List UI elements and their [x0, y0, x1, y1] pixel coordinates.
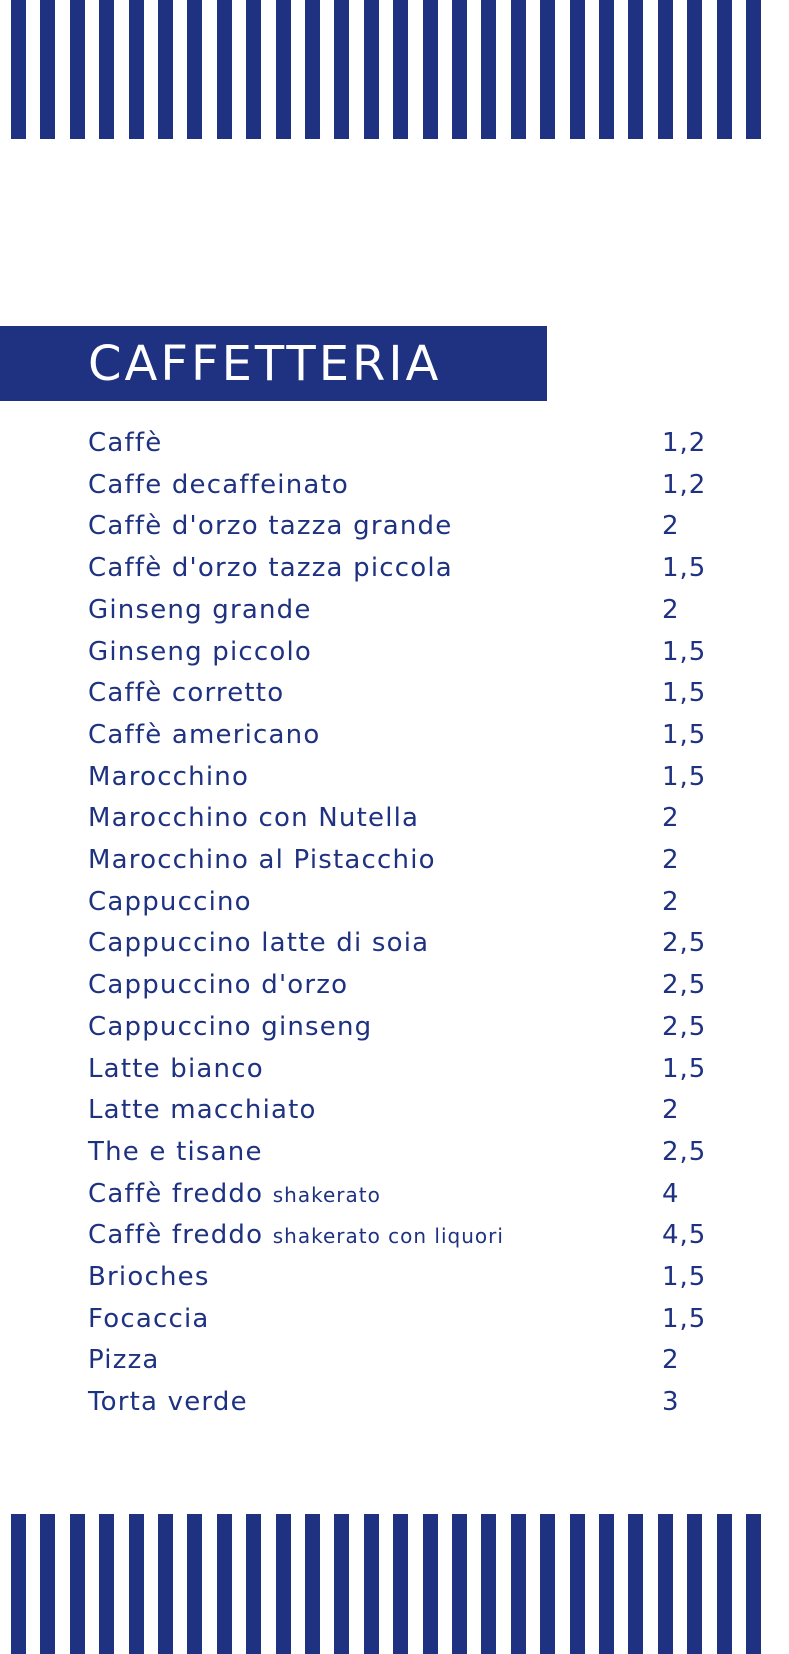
menu-item-name-text: Caffè d'orzo tazza piccola	[88, 553, 453, 584]
stripe	[687, 0, 702, 139]
menu-item-name-text: Ginseng grande	[88, 594, 312, 625]
stripe	[246, 0, 261, 139]
stripe	[40, 1514, 55, 1654]
menu-item-note: shakerato con liquori	[272, 1224, 504, 1249]
menu-item	[0, 672, 789, 714]
menu-item-name-text: Caffè freddo	[88, 1220, 264, 1251]
menu-item-name-text: Torta verde	[88, 1387, 248, 1418]
menu-item-price: 1,2	[662, 469, 707, 500]
stripe	[158, 1514, 173, 1654]
menu-item-price: 2	[662, 886, 680, 917]
menu-item-price: 2	[662, 803, 680, 834]
menu-item	[0, 589, 789, 631]
menu-item-name-text: The e tisane	[88, 1136, 263, 1167]
stripe	[658, 1514, 673, 1654]
stripe	[481, 0, 496, 139]
menu-item-price: 2	[662, 845, 680, 875]
menu-item	[0, 1173, 789, 1215]
menu-item-name	[88, 797, 419, 839]
menu-item-price: 4	[662, 1178, 680, 1209]
stripe	[599, 0, 614, 139]
stripe	[40, 0, 55, 139]
menu-item	[0, 1339, 789, 1381]
menu-item	[0, 964, 789, 1006]
stripe	[570, 0, 585, 139]
section-title-band	[0, 326, 547, 401]
menu-item-name	[88, 422, 162, 464]
stripe	[276, 0, 291, 139]
menu-item-name	[88, 922, 429, 964]
stripe	[687, 1514, 702, 1654]
menu-item	[0, 714, 789, 756]
menu-item-name	[88, 1048, 264, 1090]
menu-item-name	[88, 839, 436, 881]
menu-item-name	[88, 547, 453, 589]
menu-item	[0, 756, 789, 798]
menu-item-price: 2,5	[662, 1011, 707, 1042]
menu-item-name	[88, 589, 312, 631]
menu-item	[0, 422, 789, 464]
menu-item-name-text: Caffè d'orzo tazza grande	[88, 511, 453, 542]
stripe	[11, 0, 26, 139]
menu-item-price: 1,5	[662, 1262, 707, 1292]
stripe	[70, 1514, 85, 1654]
stripe	[511, 1514, 526, 1654]
menu-item-price: 1,5	[662, 761, 707, 792]
menu-item	[0, 1089, 789, 1131]
stripe	[364, 1514, 379, 1654]
menu-item-name	[88, 1381, 248, 1423]
menu-item	[0, 881, 789, 923]
menu-item-name-text: Focaccia	[88, 1303, 210, 1334]
menu-item-price: 4,5	[662, 1220, 707, 1251]
menu-item-price: 2,5	[662, 1136, 707, 1167]
stripe	[746, 0, 761, 139]
menu-item-name	[88, 881, 252, 923]
menu-item-name-text: Caffè	[88, 428, 163, 458]
stripe	[423, 0, 438, 139]
menu-item	[0, 839, 789, 881]
stripe	[452, 1514, 467, 1654]
top-stripe-border	[0, 0, 789, 139]
menu-item-name-text: Caffè corretto	[88, 678, 285, 709]
menu-item-name	[88, 464, 349, 506]
stripe	[217, 0, 232, 139]
stripe	[276, 1514, 291, 1654]
stripe	[334, 0, 349, 139]
stripe	[570, 1514, 585, 1654]
stripe	[452, 0, 467, 139]
menu-item-name	[88, 672, 284, 714]
stripe	[129, 1514, 144, 1654]
menu-item	[0, 1298, 789, 1340]
menu-item-name	[88, 505, 452, 547]
menu-item-name	[88, 1131, 263, 1173]
stripe	[481, 1514, 496, 1654]
menu-item-price: 2,5	[662, 928, 707, 959]
menu-item-name	[88, 964, 348, 1006]
menu-item-price: 2,5	[662, 970, 707, 1001]
stripe	[364, 0, 379, 139]
menu-item-name	[88, 1214, 504, 1257]
menu-item	[0, 547, 789, 589]
stripe	[99, 1514, 114, 1654]
stripe	[305, 0, 320, 139]
menu-item-name-text: Brioches	[88, 1262, 210, 1292]
menu-item-name-text: Caffe decaffeinato	[88, 469, 350, 500]
menu-item-name-text: Cappuccino latte di soia	[88, 928, 430, 959]
menu-item	[0, 797, 789, 839]
menu-item-name-text: Caffè americano	[88, 719, 321, 750]
menu-item-name	[88, 714, 320, 756]
bottom-stripe-border	[0, 1514, 789, 1654]
menu-item-name	[88, 1298, 210, 1340]
menu-item-price: 3	[662, 1387, 680, 1418]
menu-item-price: 2	[662, 1095, 680, 1126]
stripe	[70, 0, 85, 139]
menu-item-price: 1,5	[662, 678, 707, 709]
stripe	[246, 1514, 261, 1654]
stripe	[99, 0, 114, 139]
menu-item-price: 2	[662, 594, 680, 625]
menu-item-name-text: Ginseng piccolo	[88, 636, 312, 667]
stripe	[393, 0, 408, 139]
menu-item-name-text: Cappuccino d'orzo	[88, 970, 349, 1001]
stripe	[158, 0, 173, 139]
menu-item-name-text: Caffè freddo	[88, 1178, 264, 1209]
stripe	[11, 1514, 26, 1654]
stripe	[628, 1514, 643, 1654]
menu-item	[0, 631, 789, 673]
menu-item-price: 1,5	[662, 719, 707, 750]
stripe	[305, 1514, 320, 1654]
menu-item-price: 1,5	[662, 1053, 707, 1084]
menu-item-price: 2	[662, 511, 680, 542]
menu-item-price: 1,2	[662, 428, 707, 458]
stripe	[129, 0, 144, 139]
menu-item	[0, 1256, 789, 1298]
menu-item	[0, 1048, 789, 1090]
menu-item-name-text: Cappuccino	[88, 886, 252, 917]
menu-item-name-text: Latte macchiato	[88, 1095, 317, 1126]
stripe	[217, 1514, 232, 1654]
stripe	[187, 1514, 202, 1654]
menu-item-name-text: Marocchino con Nutella	[88, 803, 420, 834]
menu-item-note: shakerato	[272, 1182, 381, 1207]
menu-item-name-text: Pizza	[88, 1345, 160, 1376]
menu-item-price: 1,5	[662, 636, 707, 667]
menu-item	[0, 505, 789, 547]
menu-item-name	[88, 1089, 317, 1131]
stripe	[334, 1514, 349, 1654]
menu-item-name-text: Marocchino	[88, 761, 250, 792]
section-title: CAFFETTERIA	[88, 336, 442, 392]
menu-item	[0, 1381, 789, 1423]
stripe	[746, 1514, 761, 1654]
stripe	[628, 0, 643, 139]
menu-item-price: 1,5	[662, 553, 707, 584]
menu-item	[0, 464, 789, 506]
menu-item-name	[88, 631, 312, 673]
menu-item-name	[88, 1006, 372, 1048]
menu-item-name	[88, 756, 249, 798]
menu-item	[0, 1131, 789, 1173]
menu-item-price: 2	[662, 1345, 680, 1376]
stripe	[658, 0, 673, 139]
stripe	[423, 1514, 438, 1654]
stripe	[511, 0, 526, 139]
stripe	[393, 1514, 408, 1654]
menu-item-name-text: Cappuccino ginseng	[88, 1011, 373, 1042]
menu-item	[0, 1214, 789, 1256]
stripe	[599, 1514, 614, 1654]
menu-item-name-text: Marocchino al Pistacchio	[88, 845, 436, 875]
menu-item-name	[88, 1256, 210, 1298]
menu-item	[0, 1006, 789, 1048]
menu-item-price: 1,5	[662, 1303, 707, 1334]
menu-item	[0, 922, 789, 964]
stripe	[187, 0, 202, 139]
stripe	[540, 0, 555, 139]
stripe	[540, 1514, 555, 1654]
stripe	[717, 0, 732, 139]
menu-item-name	[88, 1339, 160, 1381]
stripe	[717, 1514, 732, 1654]
menu-item-name	[88, 1173, 381, 1216]
menu-item-name-text: Latte bianco	[88, 1053, 264, 1084]
